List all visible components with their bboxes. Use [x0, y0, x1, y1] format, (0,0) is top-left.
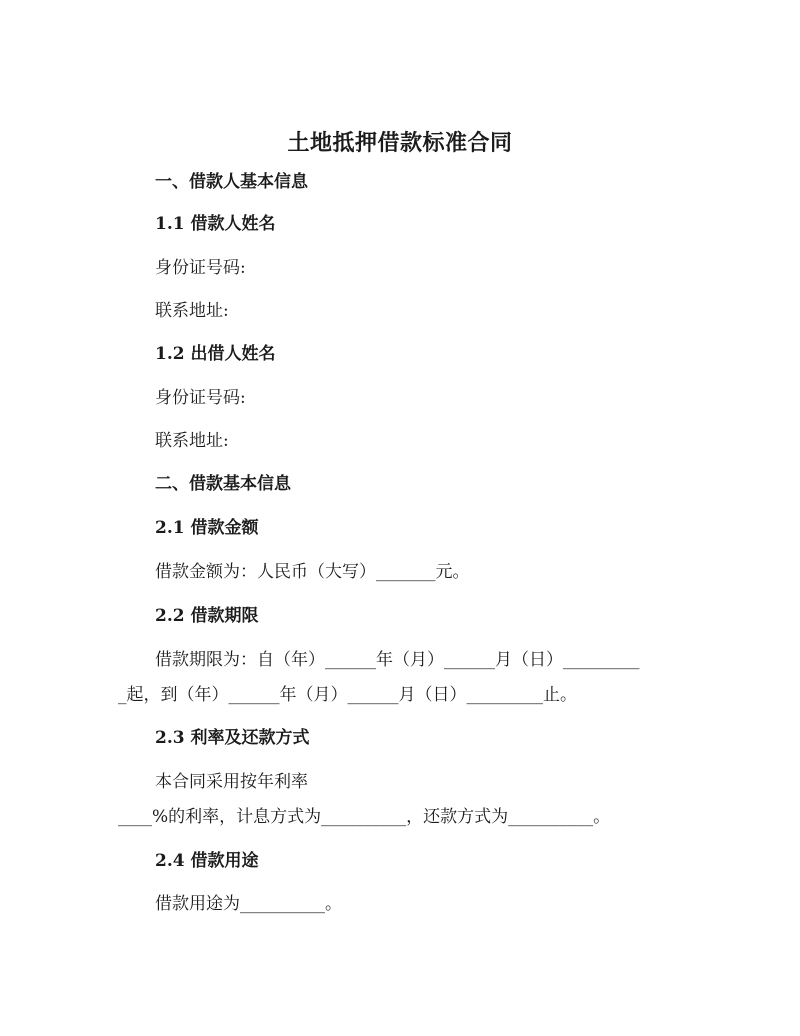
lender-address-label: 联系地址:: [155, 431, 229, 451]
rate-heading: 2.3 利率及还款方式: [155, 728, 310, 748]
document-title: 土地抵押借款标准合同: [287, 130, 513, 156]
borrower-name-heading: 1.1 借款人姓名: [155, 214, 276, 234]
rate-text-line1: 本合同采用按年利率: [155, 772, 308, 792]
term-text-line1: 借款期限为：自（年）______年（月）______月（日）_________: [155, 650, 640, 670]
term-text-line2: _起，到（年）______年（月）______月（日）_________止。: [118, 685, 577, 705]
term-heading: 2.2 借款期限: [155, 606, 259, 626]
amount-text: 借款金额为：人民币（大写）_______元。: [155, 562, 470, 582]
borrower-id-label: 身份证号码:: [155, 258, 246, 278]
section1-heading: 一、借款人基本信息: [155, 172, 308, 192]
borrower-address-label: 联系地址:: [155, 301, 229, 321]
amount-heading: 2.1 借款金额: [155, 518, 259, 538]
rate-text-line2: ____%的利率，计息方式为__________，还款方式为__________。: [118, 807, 611, 827]
purpose-text: 借款用途为__________。: [155, 894, 342, 914]
lender-name-heading: 1.2 出借人姓名: [155, 344, 276, 364]
lender-id-label: 身份证号码:: [155, 388, 246, 408]
section2-heading: 二、借款基本信息: [155, 474, 291, 494]
purpose-heading: 2.4 借款用途: [155, 851, 259, 871]
